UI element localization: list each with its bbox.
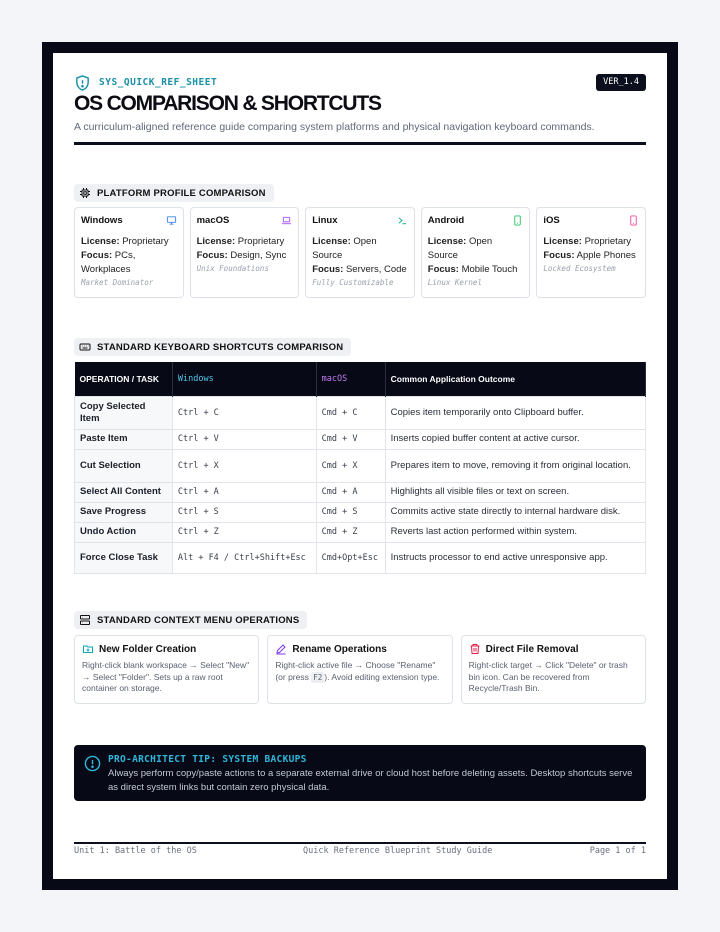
platform-license: License: Proprietary — [81, 236, 169, 247]
platform-cards — [74, 207, 646, 298]
windows-shortcut-cell: Ctrl + Z — [172, 522, 316, 542]
column-header-macos: macOS — [316, 362, 385, 396]
macos-shortcut-cell: Cmd + S — [316, 502, 385, 522]
macos-shortcut-cell: Cmd + C — [316, 396, 385, 429]
outcome-cell: Copies item temporarily onto Clipboard buffer. — [385, 396, 645, 429]
windows-shortcut-cell: Ctrl + C — [172, 396, 316, 429]
context-card-new-folder — [74, 635, 259, 704]
footer-center: Quick Reference Blueprint Study Guide — [303, 846, 493, 856]
macos-shortcut-cell: Cmd+Opt+Esc — [316, 542, 385, 573]
keyboard-icon — [79, 341, 91, 353]
folder-plus-icon — [82, 643, 94, 655]
windows-shortcut-cell: Ctrl + A — [172, 482, 316, 502]
context-card-delete — [461, 635, 646, 704]
task-cell: Select All Content — [75, 482, 173, 502]
header-top — [74, 74, 646, 92]
monitor-icon — [166, 215, 177, 226]
platform-license: License: Proprietary — [543, 236, 632, 247]
column-header-windows: Windows — [172, 362, 316, 396]
windows-shortcut-cell: Ctrl + V — [172, 429, 316, 449]
task-cell: Undo Action — [75, 522, 173, 542]
pro-tip-heading: PRO-ARCHITECT TIP: SYSTEM BACKUPS — [108, 754, 307, 765]
table-row — [75, 542, 646, 573]
column-header-outcome: Common Application Outcome — [385, 362, 645, 396]
windows-shortcut-cell: Alt + F4 / Ctrl+Shift+Esc — [172, 542, 316, 573]
platform-card-linux — [305, 207, 415, 298]
context-menu-cards — [74, 635, 646, 704]
outcome-cell: Commits active state directly to internal hardware disk. — [385, 502, 645, 522]
outcome-cell: Reverts last action performed within system. — [385, 522, 645, 542]
chip-icon — [79, 187, 91, 199]
platform-license: License: Proprietary — [196, 236, 285, 247]
page-title: OS COMPARISON & SHORTCUTS — [74, 92, 381, 115]
platform-focus: Focus: Apple Phones — [543, 250, 636, 261]
platform-tag: Market Dominator — [81, 278, 154, 287]
footer-divider — [74, 842, 646, 844]
context-menu-section-heading: STANDARD CONTEXT MENU OPERATIONS — [74, 611, 307, 629]
pro-tip-body: Always perform copy/paste actions to a separate external drive or cloud host before deleting assets. Desktop shortcuts serve as direct system links but contain zero physical data. — [108, 768, 633, 793]
laptop-icon — [281, 215, 292, 226]
platform-card-windows — [74, 207, 184, 298]
context-card-title: New Folder Creation — [99, 643, 197, 655]
task-cell: Save Progress — [75, 502, 173, 522]
platform-name: Windows — [81, 215, 123, 226]
outcome-cell: Prepares item to move, removing it from original location. — [385, 449, 645, 482]
shortcuts-section-heading: STANDARD KEYBOARD SHORTCUTS COMPARISON — [74, 338, 351, 356]
platform-tag: Fully Customizable — [312, 278, 394, 287]
table-header-row — [75, 362, 646, 396]
outcome-cell: Instructs processor to end active unresponsive app. — [385, 542, 645, 573]
terminal-icon — [397, 215, 408, 226]
footer-left: Unit 1: Battle of the OS — [74, 846, 197, 856]
macos-shortcut-cell: Cmd + Z — [316, 522, 385, 542]
context-card-rename — [267, 635, 452, 704]
outcome-cell: Highlights all visible files or text on screen. — [385, 482, 645, 502]
windows-shortcut-cell: Ctrl + S — [172, 502, 316, 522]
outcome-cell: Inserts copied buffer content at active cursor. — [385, 429, 645, 449]
platform-card-ios — [536, 207, 646, 298]
sys-label: SYS_QUICK_REF_SHEET — [99, 77, 218, 88]
column-header-task: OPERATION / TASK — [75, 362, 173, 396]
table-row — [75, 482, 646, 502]
platform-license: License: Open Source — [427, 236, 493, 261]
f2-key: F2 — [313, 672, 323, 682]
table-row — [75, 449, 646, 482]
task-cell: Paste Item — [75, 429, 173, 449]
context-card-body: Right-click active file → Choose "Rename" (or press F2 ). Avoid editing extension type. — [275, 660, 440, 682]
shortcuts-table — [74, 362, 646, 574]
alert-circle-icon — [84, 755, 101, 772]
header-divider — [74, 142, 646, 145]
table-row — [75, 396, 646, 429]
platform-focus: Focus: Mobile Touch — [427, 264, 518, 275]
macos-shortcut-cell: Cmd + X — [316, 449, 385, 482]
version-badge: VER_1.4 — [596, 74, 646, 91]
platform-tag: Locked Ecosystem — [543, 264, 616, 273]
context-card-body: Right-click blank workspace → Select "New" → Select "Folder". Sets up a raw root container on storage. — [82, 660, 250, 693]
server-icon — [79, 614, 91, 626]
shield-icon — [74, 74, 91, 92]
platform-name: Linux — [312, 215, 338, 226]
pro-tip-box — [74, 745, 646, 801]
macos-shortcut-cell: Cmd + A — [316, 482, 385, 502]
pencil-icon — [275, 643, 287, 655]
context-card-title: Rename Operations — [292, 643, 387, 655]
macos-shortcut-cell: Cmd + V — [316, 429, 385, 449]
context-card-title: Direct File Removal — [485, 643, 579, 655]
table-row — [75, 429, 646, 449]
platform-name: iOS — [543, 215, 560, 226]
trash-icon — [469, 643, 481, 655]
table-row — [75, 522, 646, 542]
platform-card-macos — [190, 207, 300, 298]
windows-shortcut-cell: Ctrl + X — [172, 449, 316, 482]
context-card-body: Right-click target → Click "Delete" or trash bin icon. Can be recovered from Recycle/Trash Bin. — [468, 660, 628, 693]
platform-tag: Linux Kernel — [427, 278, 482, 287]
platform-name: Android — [427, 215, 465, 226]
footer-right: Page 1 of 1 — [589, 846, 646, 856]
phone-icon — [512, 215, 523, 226]
platform-focus: Focus: PCs, Workplaces — [81, 250, 136, 275]
platform-focus: Focus: Servers, Code — [312, 264, 407, 275]
table-row — [75, 502, 646, 522]
platform-name: macOS — [196, 215, 230, 226]
platform-tag: Unix Foundations — [196, 264, 269, 273]
platform-license: License: Open Source — [312, 236, 377, 261]
platform-section-heading: PLATFORM PROFILE COMPARISON — [74, 184, 274, 202]
page-subtitle: A curriculum-aligned reference guide comparing system platforms and physical navigation keyboard commands. — [74, 121, 595, 133]
task-cell: Cut Selection — [75, 449, 173, 482]
task-cell: Copy Selected Item — [75, 396, 173, 429]
phone-icon — [628, 215, 639, 226]
platform-card-android — [421, 207, 531, 298]
platform-focus: Focus: Design, Sync — [196, 250, 287, 261]
task-cell: Force Close Task — [75, 542, 173, 573]
